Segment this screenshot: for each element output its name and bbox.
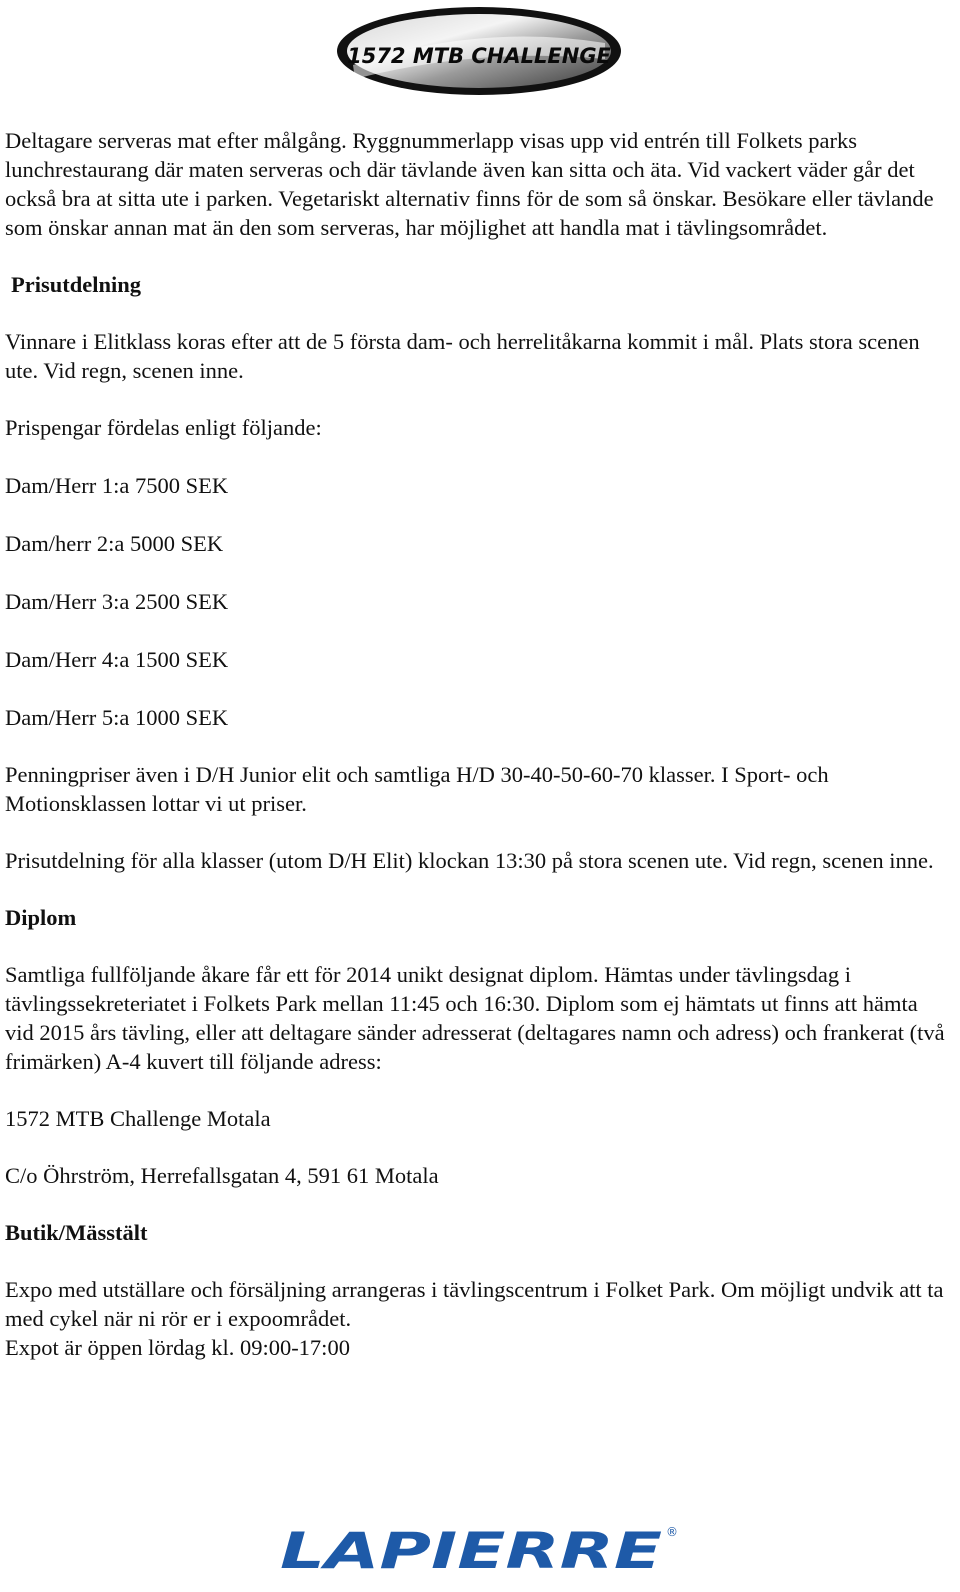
ceremony-paragraph: Prisutdelning för alla klasser (utom D/H Elit) klockan 13:30 på stora scenen ute. Vid regn, scenen inne. — [5, 848, 934, 873]
food-paragraph: Deltagare serveras mat efter målgång. Ryggnummerlapp visas upp vid entrén till Folkets parks lunchrestaurang där maten serveras och där tävlande även kan sitta och äta. Vid vackert väder går det också bra at sitta ute i parken. Vegetariskt alternativ finns för de som så önskar. Besökare eller tävlande som önskar annan mat än den som serveras, har möjlighet att handla mat i tävlingsområdet. — [5, 128, 934, 240]
cash-prizes-paragraph: Penningpriser även i D/H Junior elit och samtliga H/D 30-40-50-60-70 klasser. I Sport- och Motionsklassen lottar vi ut priser. — [5, 762, 829, 816]
address-line-1: 1572 MTB Challenge Motala — [5, 1106, 271, 1131]
shop-hours: Expot är öppen lördag kl. 09:00-17:00 — [5, 1335, 350, 1360]
prize-item-5: Dam/Herr 5:a 1000 SEK — [5, 705, 229, 730]
prize-item-3: Dam/Herr 3:a 2500 SEK — [5, 589, 229, 614]
address-line-2: C/o Öhrström, Herrefallsgatan 4, 591 61 Motala — [5, 1163, 439, 1188]
diploma-paragraph: Samtliga fullföljande åkare får ett för 2014 unikt designat diplom. Hämtas under tävlingsdag i tävlingssekreteriatet i Folkets Park mellan 11:45 och 16:30. Diplom som ej hämtats ut finns att hämta vid 2015 års tävling, eller att deltagare sänder adresserat (deltagares namn och adress) och frankerat (två frimärken) A-4 kuvert till följande adress: — [5, 962, 945, 1074]
prize-item-2: Dam/herr 2:a 5000 SEK — [5, 531, 224, 556]
prize-money-intro: Prispengar fördelas enligt följande: — [5, 415, 322, 440]
document-body — [5, 126, 950, 1362]
prize-item-4: Dam/Herr 4:a 1500 SEK — [5, 647, 229, 672]
diploma-heading: Diplom — [5, 905, 77, 930]
lapierre-wordmark: LAPIERRE — [280, 1522, 662, 1576]
shop-paragraph: Expo med utställare och försäljning arrangeras i tävlingscentrum i Folket Park. Om möjligt undvik att ta med cykel när ni rör er i expoområdet. — [5, 1277, 944, 1331]
prize-heading: Prisutdelning — [11, 272, 142, 297]
mtb-challenge-logo — [333, 3, 629, 103]
logo-text: 1572 MTB CHALLENGE — [347, 44, 611, 68]
prize-paragraph: Vinnare i Elitklass koras efter att de 5 första dam- och herrelitåkarna kommit i mål. Plats stora scenen ute. Vid regn, scenen inne. — [5, 329, 920, 383]
lapierre-logo — [278, 1520, 682, 1576]
prize-item-1: Dam/Herr 1:a 7500 SEK — [5, 473, 229, 498]
shop-heading: Butik/Mässtält — [5, 1220, 148, 1245]
registered-mark: ® — [666, 1525, 678, 1539]
